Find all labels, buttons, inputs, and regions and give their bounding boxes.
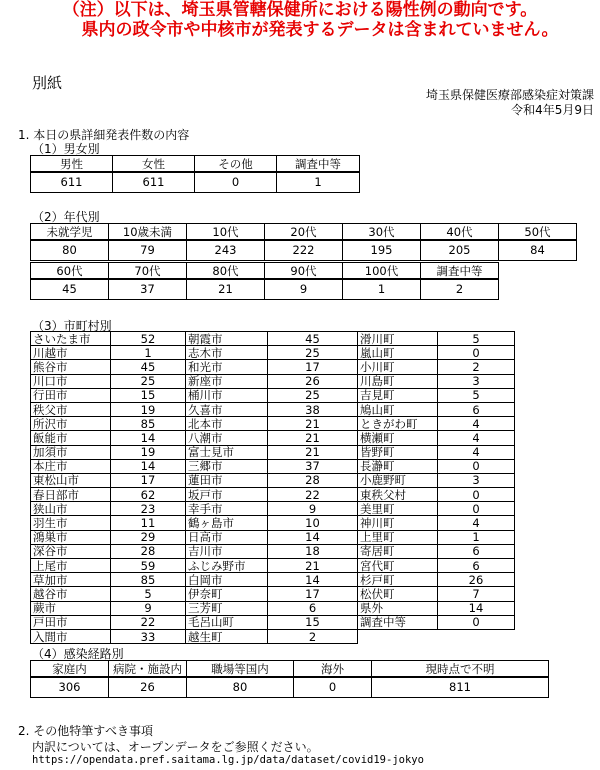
municipality-name-cell: 毛呂山町 <box>186 615 268 629</box>
section2-title: 2. その他特筆すべき事項 <box>18 724 154 738</box>
municipality-name-cell: 東秩父村 <box>358 488 438 502</box>
municipality-count-cell: 21 <box>268 431 358 445</box>
municipality-name-cell: 和光市 <box>186 360 268 374</box>
municipality-row <box>31 559 515 573</box>
municipality-count-cell: 25 <box>268 346 358 360</box>
municipality-row <box>31 488 515 502</box>
municipality-count-cell: 25 <box>268 388 358 402</box>
municipality-name-cell: 小川町 <box>358 360 438 374</box>
municipality-name-cell: 白岡市 <box>186 573 268 587</box>
municipality-count-cell: 23 <box>111 502 186 516</box>
municipality-count-cell: 2 <box>268 629 358 643</box>
route-header-row <box>31 661 549 678</box>
municipality-count-cell: 15 <box>111 388 186 402</box>
municipality-name-cell: 所沢市 <box>31 417 111 431</box>
age-header-cell: 未就学児 <box>31 224 109 241</box>
municipality-count-cell: 85 <box>111 573 186 587</box>
municipality-count-cell: 37 <box>268 459 358 473</box>
municipality-count-cell: 6 <box>438 544 515 558</box>
municipality-name-cell: さいたま市 <box>31 332 111 346</box>
municipality-name-cell: 美里町 <box>358 502 438 516</box>
municipality-row <box>31 445 515 459</box>
municipality-count-cell: 3 <box>438 473 515 487</box>
municipality-count-cell: 52 <box>111 332 186 346</box>
municipality-count-cell: 9 <box>111 601 186 615</box>
municipality-row <box>31 473 515 487</box>
gender-title: （1）男女別 <box>32 142 100 156</box>
age-value-cell: 205 <box>421 240 499 261</box>
municipality-count-cell: 38 <box>268 402 358 416</box>
municipality-name-cell: 越生町 <box>186 629 268 643</box>
age-header-cell: 90代 <box>265 263 343 280</box>
age-value-cell: 80 <box>31 240 109 261</box>
municipality-name-cell: 皆野町 <box>358 445 438 459</box>
section2-note: 内訳については、オープンデータをご参照ください。 <box>32 740 319 754</box>
municipality-name-cell: 蓮田市 <box>186 473 268 487</box>
route-value-cell: 26 <box>109 677 187 698</box>
municipality-row <box>31 587 515 601</box>
gender-value-cell: 0 <box>195 172 277 193</box>
municipality-name-cell: 寄居町 <box>358 544 438 558</box>
municipality-name-cell: 行田市 <box>31 388 111 402</box>
age-value-row-2 <box>31 279 499 300</box>
municipality-name-cell: 春日部市 <box>31 488 111 502</box>
municipality-name-cell: 秩父市 <box>31 402 111 416</box>
municipality-row <box>31 360 515 374</box>
municipality-name-cell: 飯能市 <box>31 431 111 445</box>
municipality-name-cell: 鳩山町 <box>358 402 438 416</box>
municipality-count-cell: 17 <box>111 473 186 487</box>
municipality-count-cell: 33 <box>111 629 186 643</box>
route-value-cell: 80 <box>187 677 294 698</box>
municipality-count-cell: 45 <box>111 360 186 374</box>
municipality-count-cell: 21 <box>268 417 358 431</box>
municipality-row <box>31 332 515 346</box>
municipality-name-cell: 日高市 <box>186 530 268 544</box>
age-value-cell: 2 <box>421 279 499 300</box>
municipality-count-cell: 15 <box>268 615 358 629</box>
municipality-count-cell: 0 <box>438 488 515 502</box>
age-value-cell: 21 <box>187 279 265 300</box>
municipality-count-cell: 3 <box>438 374 515 388</box>
municipality-title: （3）市町村別 <box>32 319 112 333</box>
municipality-name-cell: 鶴ヶ島市 <box>186 516 268 530</box>
municipality-count-cell: 14 <box>268 530 358 544</box>
municipality-name-cell: 吉見町 <box>358 388 438 402</box>
municipality-name-cell: 蕨市 <box>31 601 111 615</box>
municipality-count-cell: 0 <box>438 502 515 516</box>
municipality-count-cell: 62 <box>111 488 186 502</box>
municipality-count-cell: 29 <box>111 530 186 544</box>
municipality-name-cell: 三芳町 <box>186 601 268 615</box>
municipality-name-cell: 川島町 <box>358 374 438 388</box>
municipality-count-cell: 4 <box>438 516 515 530</box>
gender-header-cell: 男性 <box>31 156 113 173</box>
municipality-name-cell: 桶川市 <box>186 388 268 402</box>
annex-title: 別紙 <box>32 74 63 92</box>
gender-header-cell: 女性 <box>113 156 195 173</box>
municipality-name-cell: 朝霞市 <box>186 332 268 346</box>
gender-value-cell: 611 <box>31 172 113 193</box>
age-value-cell: 45 <box>31 279 109 300</box>
municipality-count-cell: 28 <box>268 473 358 487</box>
age-header-cell: 調査中等 <box>421 263 499 280</box>
municipality-name-cell: 川口市 <box>31 374 111 388</box>
municipality-name-cell: 狭山市 <box>31 502 111 516</box>
municipality-count-cell <box>438 629 515 643</box>
municipality-row <box>31 573 515 587</box>
municipality-count-cell: 22 <box>268 488 358 502</box>
municipality-row <box>31 402 515 416</box>
municipality-name-cell: 横瀬町 <box>358 431 438 445</box>
municipality-count-cell: 5 <box>111 587 186 601</box>
municipality-row <box>31 544 515 558</box>
age-value-cell: 79 <box>109 240 187 261</box>
route-header-cell: 家庭内 <box>31 661 109 678</box>
section1-title: 1. 本日の県詳細発表件数の内容 <box>18 128 190 142</box>
municipality-count-cell: 5 <box>438 332 515 346</box>
municipality-name-cell: 羽生市 <box>31 516 111 530</box>
age-value-cell: 37 <box>109 279 187 300</box>
age-header-cell: 10歳未満 <box>109 224 187 241</box>
municipality-count-cell: 28 <box>111 544 186 558</box>
municipality-count-cell: 85 <box>111 417 186 431</box>
notice-line-2: 県内の政令市や中核市が発表するデータは含まれていません。 <box>81 20 559 40</box>
municipality-name-cell: 戸田市 <box>31 615 111 629</box>
municipality-name-cell: 坂戸市 <box>186 488 268 502</box>
municipality-count-cell: 11 <box>111 516 186 530</box>
opendata-link[interactable]: https://opendata.pref.saitama.lg.jp/data/dataset/covid19-jokyo <box>32 754 424 766</box>
municipality-name-cell: 草加市 <box>31 573 111 587</box>
notice-banner <box>0 0 600 40</box>
municipality-count-cell: 14 <box>268 573 358 587</box>
municipality-count-cell: 17 <box>268 360 358 374</box>
age-header-cell: 70代 <box>109 263 187 280</box>
route-value-row <box>31 677 549 698</box>
municipality-name-cell: 上里町 <box>358 530 438 544</box>
municipality-count-cell: 6 <box>268 601 358 615</box>
municipality-name-cell: 嵐山町 <box>358 346 438 360</box>
municipality-count-cell: 1 <box>438 530 515 544</box>
municipality-name-cell: 三郷市 <box>186 459 268 473</box>
municipality-count-cell: 0 <box>438 459 515 473</box>
municipality-count-cell: 25 <box>111 374 186 388</box>
municipality-row <box>31 374 515 388</box>
route-value-cell: 0 <box>294 677 372 698</box>
age-header-row-1 <box>31 224 577 241</box>
municipality-name-cell: 志木市 <box>186 346 268 360</box>
route-value-table <box>30 676 549 698</box>
municipality-name-cell: 越谷市 <box>31 587 111 601</box>
municipality-name-cell: 新座市 <box>186 374 268 388</box>
municipality-name-cell: 熊谷市 <box>31 360 111 374</box>
age-header-cell: 40代 <box>421 224 499 241</box>
municipality-name-cell: 宮代町 <box>358 559 438 573</box>
age-value-cell: 243 <box>187 240 265 261</box>
age-header-cell: 80代 <box>187 263 265 280</box>
municipality-count-cell: 26 <box>268 374 358 388</box>
municipality-name-cell: 伊奈町 <box>186 587 268 601</box>
gender-value-cell: 611 <box>113 172 195 193</box>
municipality-name-cell: 杉戸町 <box>358 573 438 587</box>
department-name: 埼玉県保健医療部感染症対策課 <box>425 88 594 102</box>
municipality-name-cell: 北本市 <box>186 417 268 431</box>
municipality-name-cell: ふじみ野市 <box>186 559 268 573</box>
municipality-name-cell: 鴻巣市 <box>31 530 111 544</box>
municipality-row <box>31 615 515 629</box>
municipality-count-cell: 18 <box>268 544 358 558</box>
municipality-count-cell: 14 <box>438 601 515 615</box>
municipality-count-cell: 6 <box>438 559 515 573</box>
municipality-table <box>30 331 515 644</box>
age-header-cell: 100代 <box>343 263 421 280</box>
age-value-cell: 1 <box>343 279 421 300</box>
municipality-count-cell: 14 <box>111 431 186 445</box>
municipality-row <box>31 417 515 431</box>
report-date: 令和4年5月9日 <box>511 103 594 117</box>
municipality-name-cell: 入間市 <box>31 629 111 643</box>
municipality-count-cell: 10 <box>268 516 358 530</box>
age-value-table-1 <box>30 239 577 261</box>
route-value-cell: 811 <box>372 677 549 698</box>
municipality-name-cell: 県外 <box>358 601 438 615</box>
age-value-row-1 <box>31 240 577 261</box>
age-value-cell: 84 <box>499 240 577 261</box>
municipality-name-cell: 滑川町 <box>358 332 438 346</box>
municipality-name-cell: 本庄市 <box>31 459 111 473</box>
age-title: （2）年代別 <box>32 210 100 224</box>
municipality-count-cell: 19 <box>111 402 186 416</box>
gender-value-cell: 1 <box>277 172 360 193</box>
municipality-row <box>31 431 515 445</box>
municipality-count-cell: 9 <box>268 502 358 516</box>
municipality-count-cell: 6 <box>438 402 515 416</box>
municipality-count-cell: 5 <box>438 388 515 402</box>
municipality-count-cell: 4 <box>438 445 515 459</box>
age-header-cell: 50代 <box>499 224 577 241</box>
municipality-name-cell: 調査中等 <box>358 615 438 629</box>
municipality-count-cell: 17 <box>268 587 358 601</box>
municipality-row <box>31 388 515 402</box>
age-value-cell: 222 <box>265 240 343 261</box>
municipality-count-cell: 7 <box>438 587 515 601</box>
municipality-name-cell: 長瀞町 <box>358 459 438 473</box>
municipality-name-cell: 小鹿野町 <box>358 473 438 487</box>
municipality-name-cell: 富士見市 <box>186 445 268 459</box>
municipality-name-cell: 幸手市 <box>186 502 268 516</box>
municipality-name-cell: ときがわ町 <box>358 417 438 431</box>
municipality-count-cell: 26 <box>438 573 515 587</box>
municipality-row <box>31 601 515 615</box>
municipality-name-cell: 神川町 <box>358 516 438 530</box>
age-header-cell: 20代 <box>265 224 343 241</box>
municipality-name-cell: 久喜市 <box>186 402 268 416</box>
municipality-count-cell: 59 <box>111 559 186 573</box>
gender-header-cell: その他 <box>195 156 277 173</box>
municipality-count-cell: 21 <box>268 559 358 573</box>
age-header-cell: 60代 <box>31 263 109 280</box>
municipality-row <box>31 502 515 516</box>
route-header-cell: 病院・施設内 <box>109 661 187 678</box>
municipality-name-cell: 川越市 <box>31 346 111 360</box>
gender-value-table <box>30 171 360 193</box>
municipality-row <box>31 530 515 544</box>
municipality-count-cell: 19 <box>111 445 186 459</box>
department-block <box>426 88 594 118</box>
municipality-name-cell: 八潮市 <box>186 431 268 445</box>
municipality-name-cell <box>358 629 438 643</box>
municipality-count-cell: 0 <box>438 615 515 629</box>
route-header-cell: 職場等国内 <box>187 661 294 678</box>
gender-header-row <box>31 156 360 173</box>
municipality-row <box>31 629 515 643</box>
notice-line-1: （注）以下は、埼玉県管轄保健所における陽性例の動向です。 <box>62 0 538 20</box>
municipality-count-cell: 2 <box>438 360 515 374</box>
municipality-count-cell: 4 <box>438 431 515 445</box>
age-header-cell: 30代 <box>343 224 421 241</box>
municipality-row <box>31 516 515 530</box>
municipality-row <box>31 459 515 473</box>
age-value-cell: 195 <box>343 240 421 261</box>
municipality-name-cell: 東松山市 <box>31 473 111 487</box>
municipality-count-cell: 22 <box>111 615 186 629</box>
municipality-row <box>31 346 515 360</box>
route-header-cell: 現時点で不明 <box>372 661 549 678</box>
municipality-name-cell: 松伏町 <box>358 587 438 601</box>
route-header-cell: 海外 <box>294 661 372 678</box>
age-value-table-2 <box>30 278 499 300</box>
municipality-count-cell: 21 <box>268 445 358 459</box>
municipality-name-cell: 深谷市 <box>31 544 111 558</box>
municipality-name-cell: 加須市 <box>31 445 111 459</box>
municipality-name-cell: 上尾市 <box>31 559 111 573</box>
route-title: （4）感染経路別 <box>32 647 124 661</box>
municipality-count-cell: 45 <box>268 332 358 346</box>
gender-header-cell: 調査中等 <box>277 156 360 173</box>
municipality-name-cell: 吉川市 <box>186 544 268 558</box>
municipality-count-cell: 4 <box>438 417 515 431</box>
municipality-count-cell: 14 <box>111 459 186 473</box>
age-value-cell: 9 <box>265 279 343 300</box>
age-header-row-2 <box>31 263 499 280</box>
municipality-count-cell: 1 <box>111 346 186 360</box>
gender-value-row <box>31 172 360 193</box>
municipality-count-cell: 0 <box>438 346 515 360</box>
route-value-cell: 306 <box>31 677 109 698</box>
age-header-cell: 10代 <box>187 224 265 241</box>
